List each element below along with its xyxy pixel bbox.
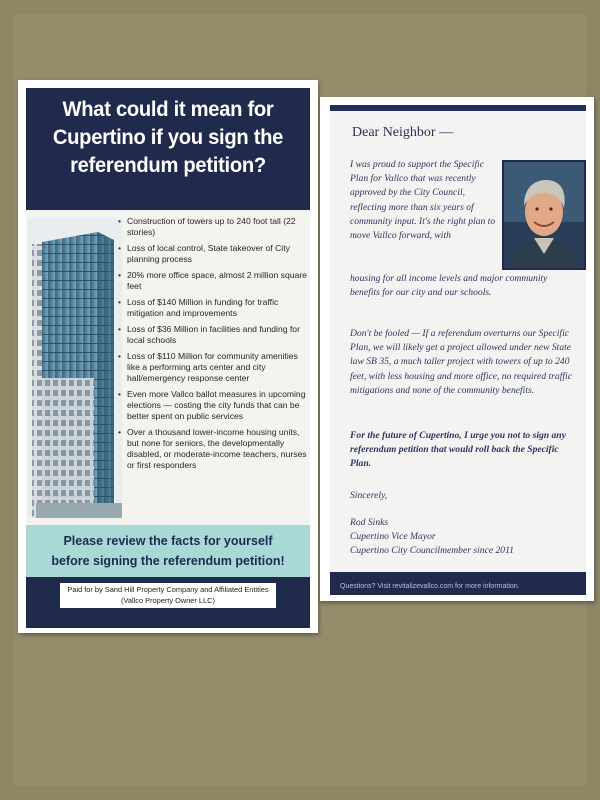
- flyer-footer: [26, 577, 310, 628]
- disclaimer-line: (Vallco Property Owner LLC): [121, 596, 215, 605]
- bullet-item: • Loss of local control, State takeover of City planning process: [118, 243, 308, 265]
- flyer-panel: [26, 88, 310, 628]
- letter-top-bar: [330, 105, 586, 111]
- cta-line: Please review the facts for yourself: [63, 534, 273, 548]
- signature-line: Cupertino City Councilmember since 2011: [350, 545, 514, 557]
- impact-bullet-list: [118, 216, 308, 476]
- headline-line: Cupertino if you sign the: [52, 126, 284, 149]
- cta-line: before signing the referendum petition!: [51, 554, 285, 568]
- letter-closing: Sincerely,: [350, 490, 388, 501]
- letter-paragraph-1-continued: housing for all income levels and major community benefits for our city and our schools.: [350, 273, 548, 299]
- letter-paragraph-3: For the future of Cupertino, I urge you not to sign any referendum petition that would roll back the Specific Plan.: [350, 430, 566, 470]
- bullet-item: • 20% more office space, almost 2 million square feet: [118, 270, 308, 292]
- neighbor-letter: [320, 97, 594, 601]
- bullet-item: • Even more Vallco ballot measures in upcoming elections — costing the city funds that can be better spent on public services: [118, 389, 308, 422]
- bullet-item: • Over a thousand lower-income housing units, but none for seniors, the developmentally disabled, or moderate-income teachers, nurses or first responders: [118, 427, 308, 471]
- signature-line: Rod Sinks: [350, 517, 389, 528]
- letter-paragraph-1: I was proud to support the Specific Plan for Vallco that was recently approved by the City Council, reflecting more than six years of community input. It's the right plan to move Vallco forward, with: [350, 159, 496, 242]
- headline-line: referendum petition?: [70, 154, 266, 177]
- disclaimer-line: Paid for by Sand Hill Property Company and Affiliated Entities: [67, 585, 269, 594]
- author-portrait-photo: [502, 160, 586, 270]
- call-to-action-text: [26, 531, 310, 571]
- flyer-body: [26, 210, 310, 525]
- headline-line: What could it mean for: [62, 98, 274, 121]
- referendum-flyer: [18, 80, 318, 633]
- signature-line: Cupertino Vice Mayor: [350, 531, 436, 543]
- call-to-action-banner: [26, 525, 310, 577]
- bullet-item: • Loss of $36 Million in facilities and funding for local schools: [118, 324, 308, 346]
- paid-for-disclaimer: [60, 583, 276, 608]
- letter-salutation: Dear Neighbor —: [352, 125, 454, 140]
- bullet-item: • Loss of $110 Million for community amenities like a performing arts center and city hall/emergency response center: [118, 351, 308, 384]
- letter-signature: [350, 516, 570, 559]
- letter-footer-bar: [330, 572, 586, 595]
- letter-panel: [330, 105, 586, 595]
- bullet-item: • Construction of towers up to 240 foot tall (22 stories): [118, 216, 308, 238]
- bullet-item: • Loss of $140 Million in funding for traffic mitigation and improvements: [118, 297, 308, 319]
- letter-paragraph-2: Don't be fooled — If a referendum overturns our Specific Plan, we will likely get a project allowed under new State law SB 35, a much taller project with towers of up to 240 feet, with less housing and more office, no required traffic mitigations and none of the community benefits.: [350, 328, 572, 396]
- tower-building-illustration: [28, 218, 122, 518]
- letter-footer-text: Questions? Visit revitalizevallco.com for more information.: [340, 583, 520, 590]
- flyer-headline: [32, 96, 305, 180]
